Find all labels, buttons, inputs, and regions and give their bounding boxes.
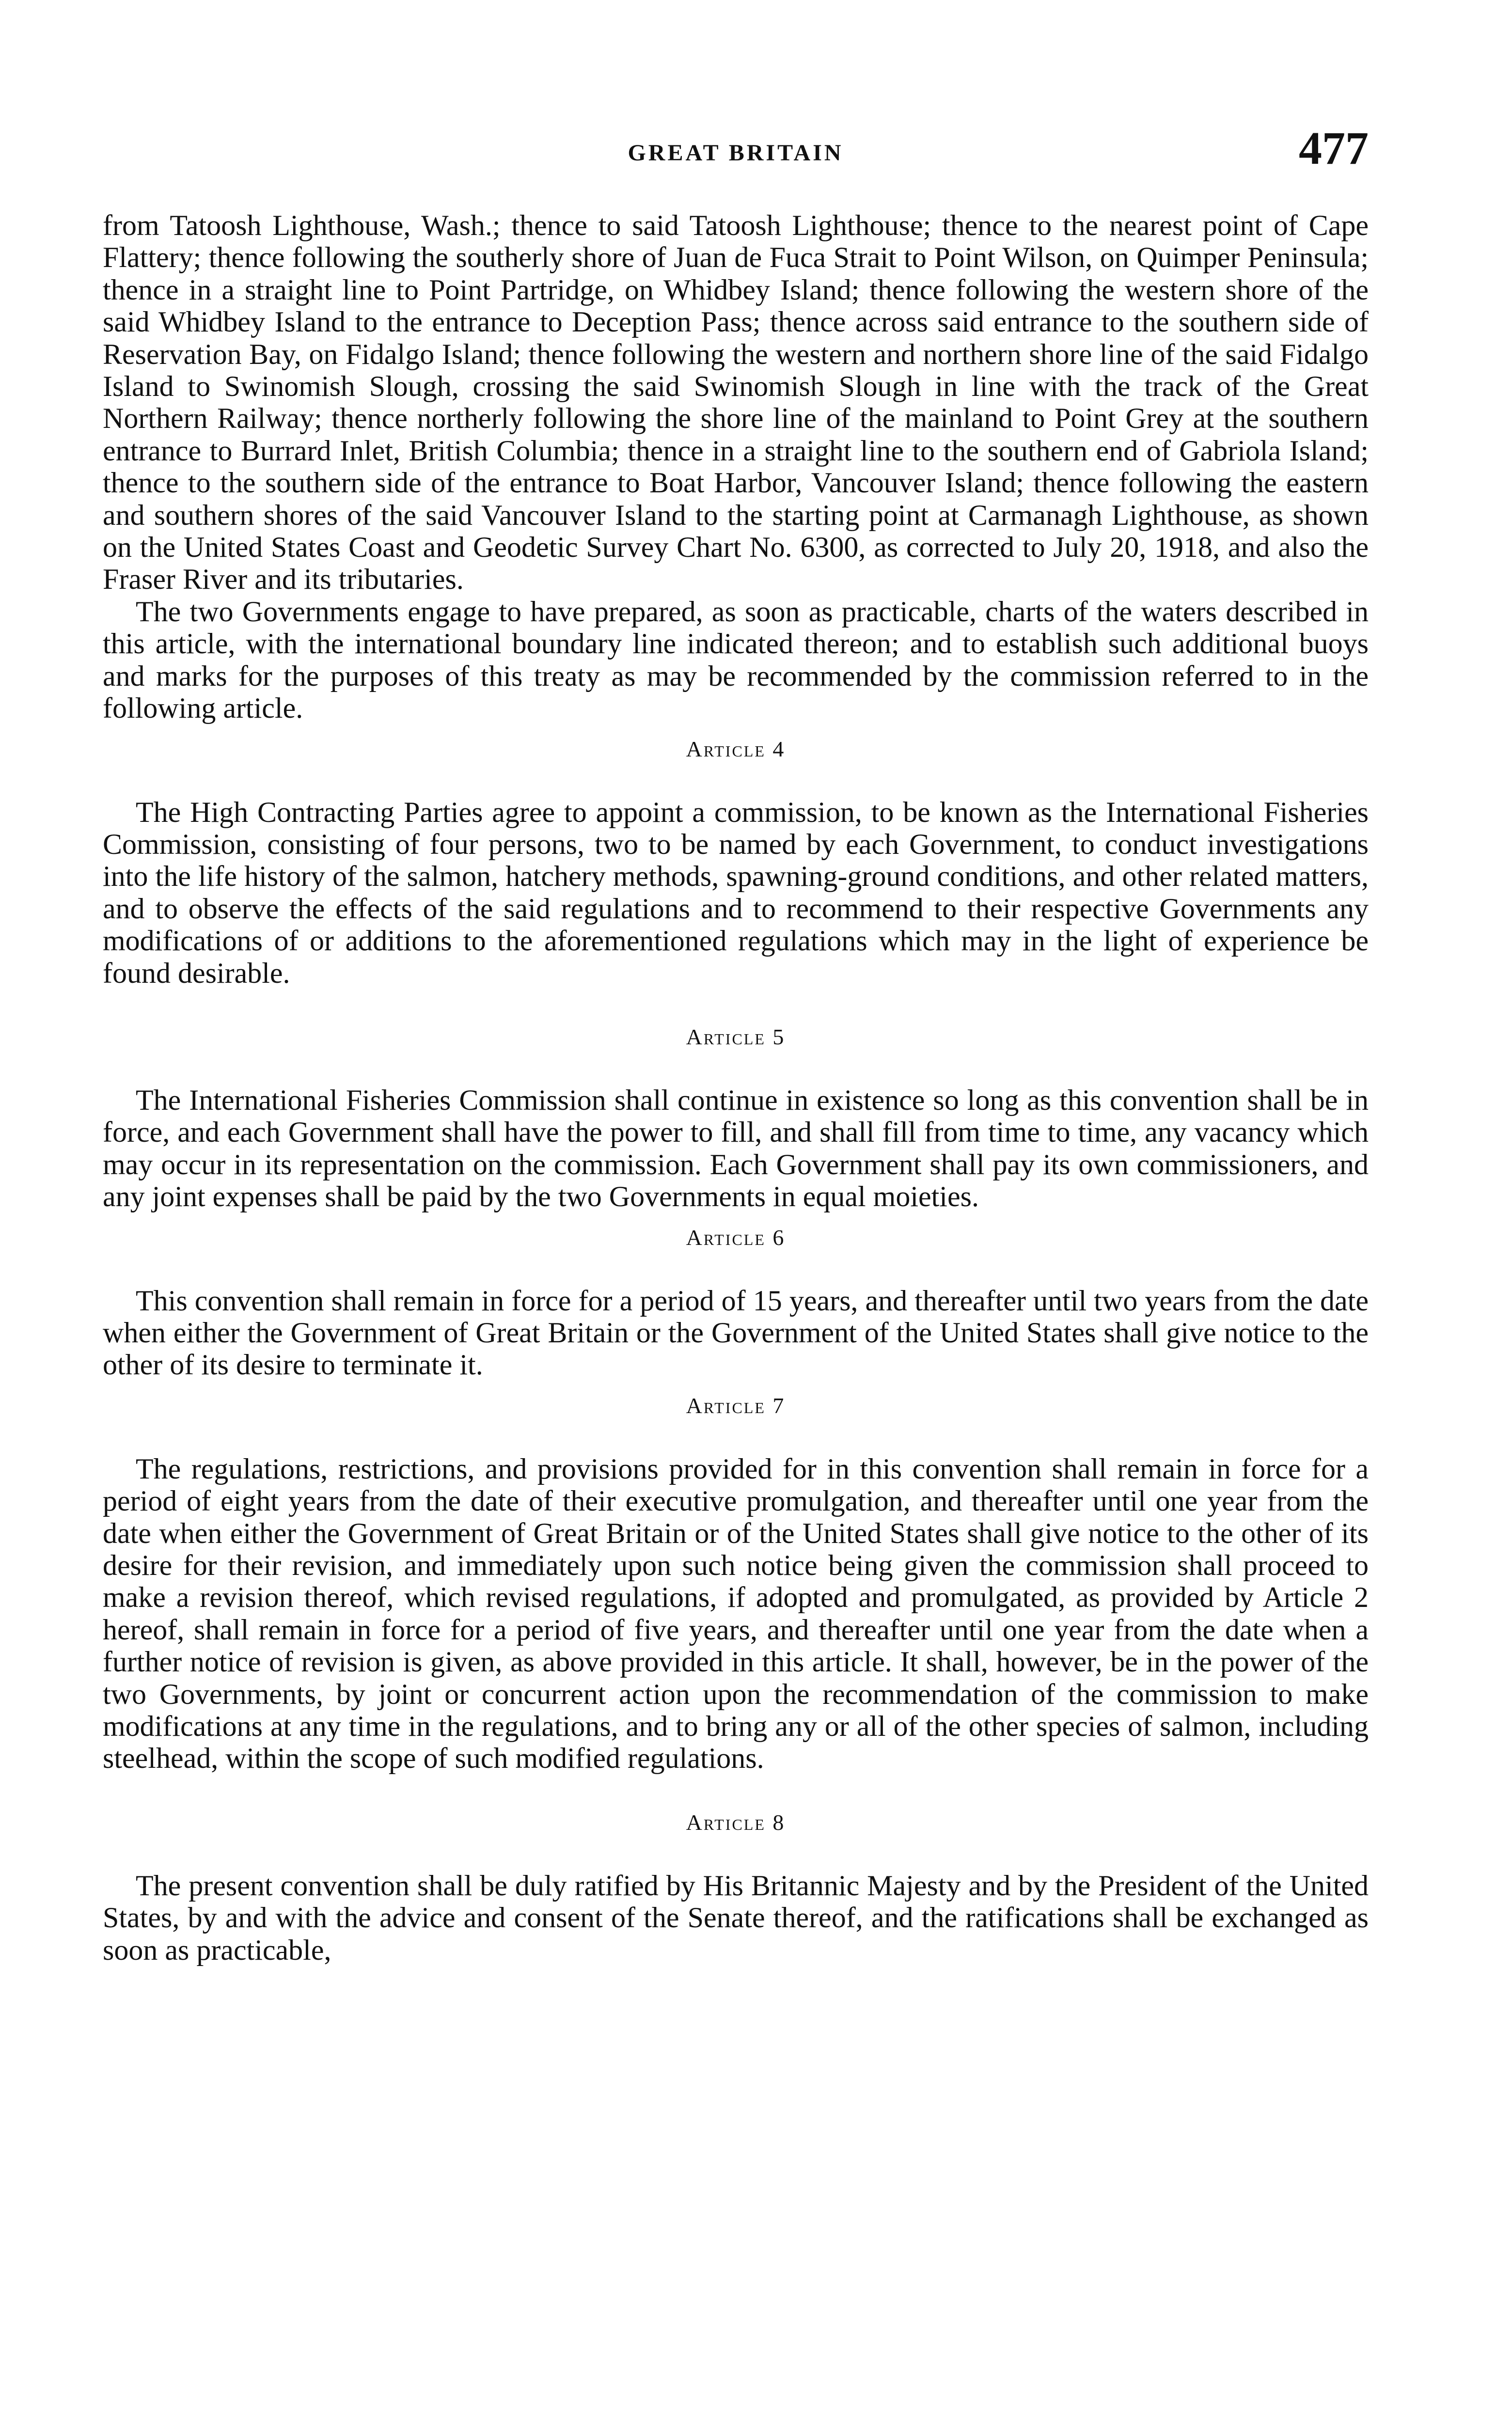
article-8-text: The present convention shall be duly ratified by His Britannic Majesty and by the President of the United States, by and with the advice and consent of the Senate thereof, and the ratifications shall be exchanged as soon as practicable, — [103, 1869, 1369, 1966]
article-7-heading: Article 7 — [686, 1393, 786, 1418]
page-number: 477 — [1299, 122, 1369, 174]
article-5-heading: Article 5 — [686, 1024, 786, 1049]
article-7-text: The regulations, restrictions, and provisions provided for in this convention shall remain in force for a period of eight years from the date of their executive promulgation, and thereafter until one year from the date when either the Government of Great Britain or of the United States shall give notice to the other of its desire for their revision, and immediately upon such notice being given the commission shall proceed to make a revision thereof, which revised regulations, if adopted and promulgated, as provided by Article 2 hereof, shall remain in force for a period of five years, and thereafter until one year from the date when a further notice of revision is given, as above provided in this article. It shall, however, be in the power of the two Governments, by joint or concurrent action upon the recommendation of the commission to make modifications at any time in the regulations, and to bring any or all of the other species of salmon, including steelhead, within the scope of such modified regulations. — [103, 1452, 1369, 1775]
article-4-text: The High Contracting Parties agree to appoint a commission, to be known as the International Fisheries Commission, consisting of four persons, two to be named by each Government, to conduct investigations into the life history of the salmon, hatchery methods, spawning-ground conditions, and other related matters, and to observe the effects of the said regulations and to recommend to their respective Governments any modifications of or additions to the aforementioned regulations which may in the light of experience be found desirable. — [103, 796, 1369, 989]
body-text — [103, 209, 1369, 1966]
article-5-text: The International Fisheries Commission shall continue in existence so long as this convention shall be in force, and each Government shall have the power to fill, and shall fill from time to time, any vacancy which may occur in its representation on the commission. Each Government shall pay its own commissioners, and any joint expenses shall be paid by the two Governments in equal moieties. — [103, 1084, 1369, 1213]
page-header — [103, 107, 1369, 179]
article-6-text: This convention shall remain in force for a period of 15 years, and thereafter until two years from the date when either the Government of Great Britain or the Government of the United States shall give notice to the other of its desire to terminate it. — [103, 1284, 1369, 1381]
running-head: GREAT BRITAIN — [628, 140, 844, 166]
paragraph-charts: The two Governments engage to have prepared, as soon as practicable, charts of the waters described in this article, with the international boundary line indicated thereon; and to establish such additional buoys and marks for the purposes of this treaty as may be recommended by the commission referred to in the following article. — [103, 595, 1369, 724]
article-8-heading: Article 8 — [686, 1809, 786, 1835]
article-4-heading: Article 4 — [686, 736, 786, 761]
article-6-heading: Article 6 — [686, 1225, 786, 1250]
paragraph-continuation: from Tatoosh Lighthouse, Wash.; thence to said Tatoosh Lighthouse; thence to the nearest point of Cape Flattery; thence following the southerly shore of Juan de Fuca Strait to Point Wilson, on Quimper Peninsula; thence in a straight line to Point Partridge, on Whidbey Island; thence following the western shore of the said Whidbey Island to the entrance to Deception Pass; thence across said entrance to the southern side of Reservation Bay, on Fidalgo Island; thence following the western and northern shore line of the said Fidalgo Island to Swinomish Slough, crossing the said Swinomish Slough in line with the track of the Great Northern Railway; thence northerly following the shore line of the mainland to Point Grey at the southern entrance to Burrard Inlet, British Columbia; thence in a straight line to the southern end of Gabriola Island; thence to the southern side of the entrance to Boat Harbor, Vancouver Island; thence following the eastern and southern shores of the said Vancouver Island to the starting point at Carmanagh Lighthouse, as shown on the United States Coast and Geodetic Survey Chart No. 6300, as corrected to July 20, 1918, and also the Fraser River and its tributaries. — [103, 209, 1369, 596]
document-page — [103, 107, 1369, 1966]
